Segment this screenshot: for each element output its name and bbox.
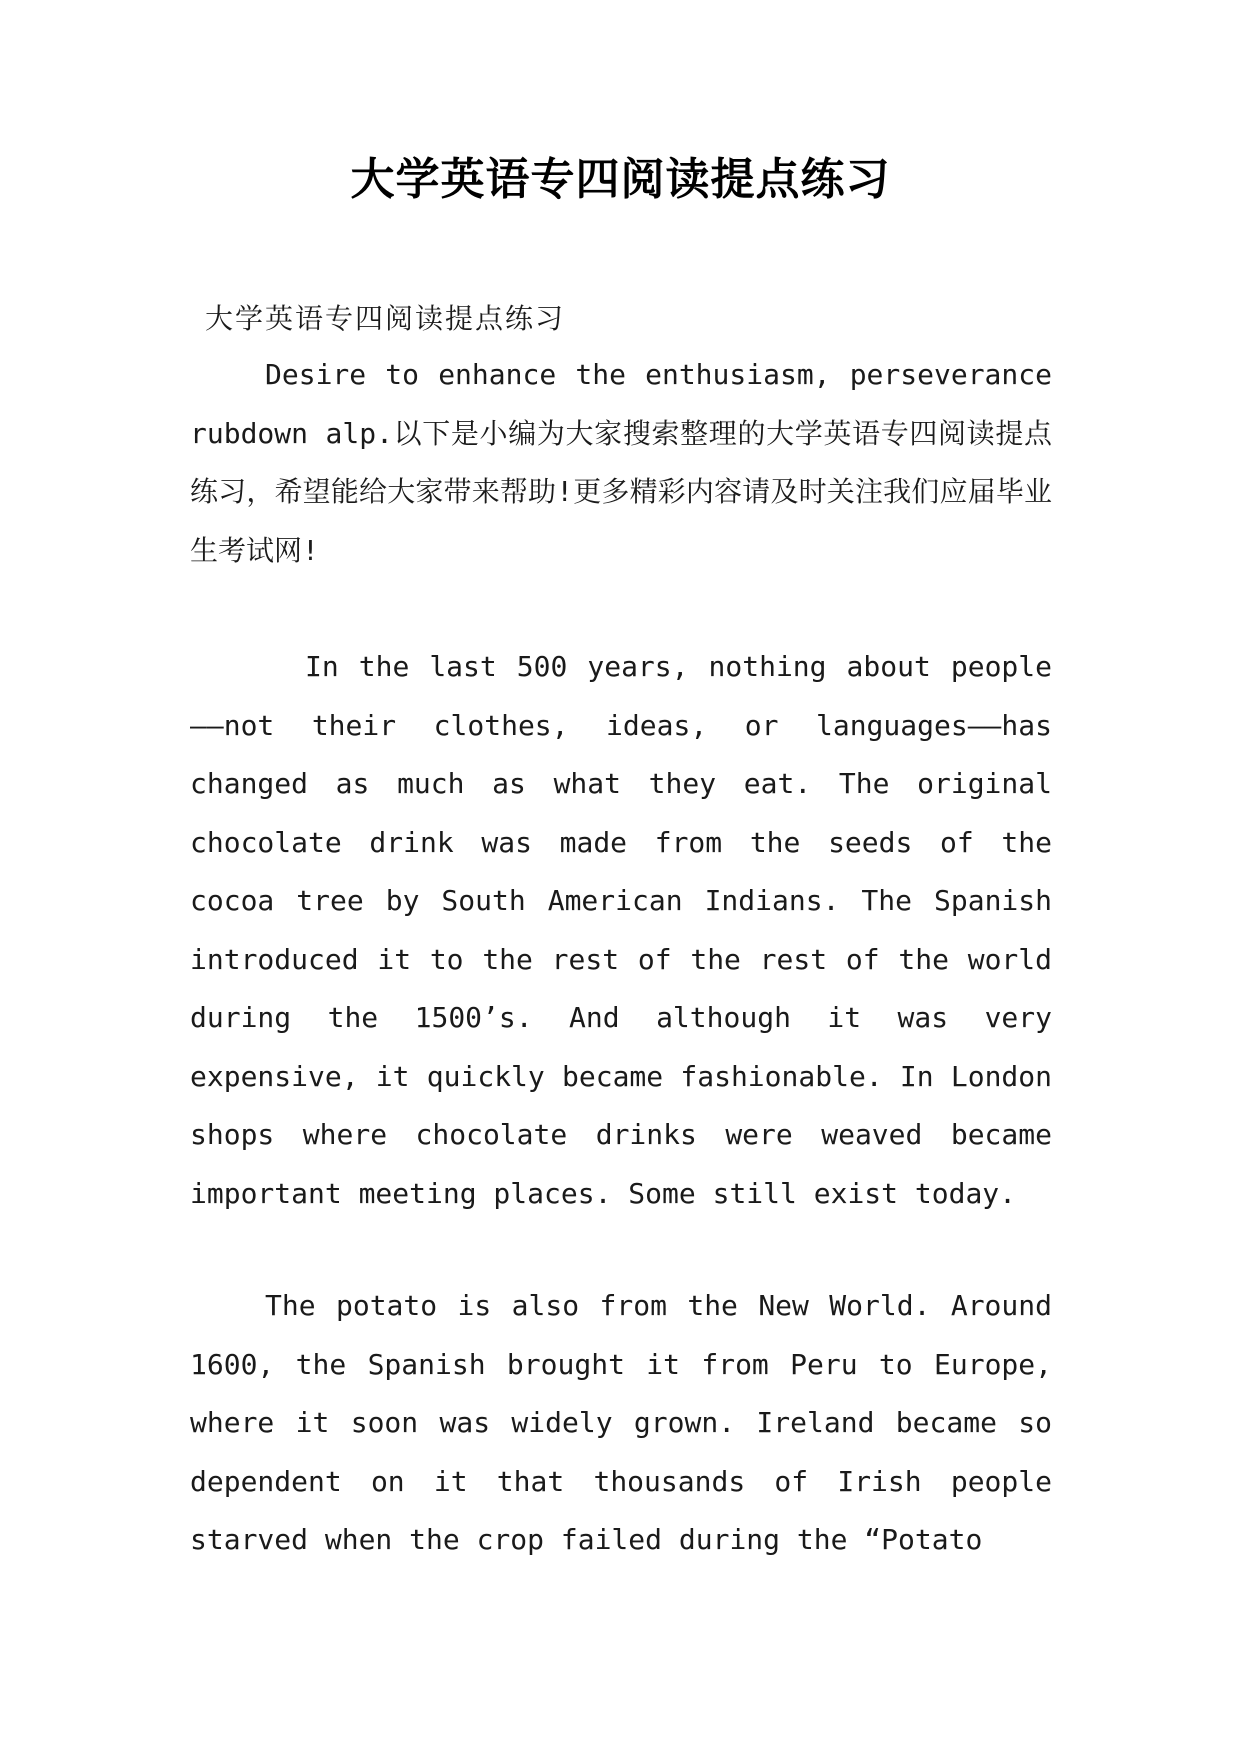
body-paragraph-1: In the last 500 years, nothing about people——not their clothes, ideas, or languages——has changed as much as what they eat. The original chocolate drink was made from the seeds of the cocoa tree by South American Indians. The Spanish introduced it to the rest of the rest of the world during the 1500’s. And although it was very expensive, it quickly became fashionable. In London shops where chocolate drinks were weaved became important meeting places. Some still exist today. — [190, 650, 1052, 1210]
body-paragraph-block-2 — [190, 1277, 1052, 1570]
document-subtitle: 大学英语专四阅读提点练习 — [205, 302, 566, 335]
intro-paragraph: Desire to enhance the enthusiasm, perseverance rubdown alp.以下是小编为大家搜索整理的大学英语专四阅读提点练习，希望能给大家带来帮助!更多精彩内容请及时关注我们应届毕业生考试网! — [190, 358, 1052, 567]
page-title: 大学英语专四阅读提点练习 — [350, 154, 891, 205]
intro-paragraph-block — [190, 346, 1052, 580]
body-paragraph-block-1 — [190, 638, 1052, 1223]
body-paragraph-2: The potato is also from the New World. Around 1600, the Spanish brought it from Peru to Europe, where it soon was widely grown. Ireland became so dependent on it that thousands of Irish people starved when the crop failed during the “Potato — [190, 1289, 1052, 1556]
